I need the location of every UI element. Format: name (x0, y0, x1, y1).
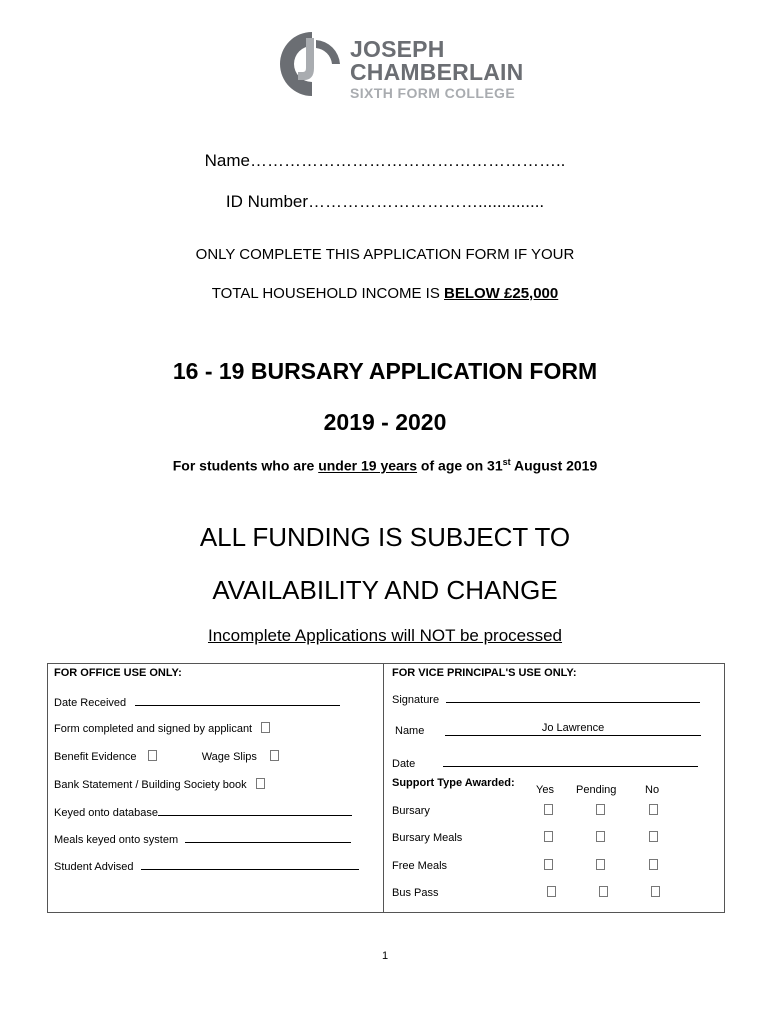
date-received-input[interactable] (135, 695, 340, 706)
eligibility-note (0, 457, 770, 474)
col-pending-header: Pending (576, 784, 617, 796)
college-logo-mark (276, 28, 344, 100)
bank-statement-label: Bank Statement / Building Society book (54, 779, 247, 791)
funding-notice-line-1: ALL FUNDING IS SUBJECT TO (199, 522, 571, 552)
date-received-label: Date Received (54, 697, 127, 709)
signature-row (392, 692, 700, 706)
form-completed-label: Form completed and signed by applicant (54, 723, 253, 735)
bursary-yes-checkbox[interactable] (544, 804, 553, 815)
student-advised-input[interactable] (141, 859, 359, 870)
form-completed-checkbox[interactable] (261, 722, 270, 733)
col-no-header: No (645, 784, 660, 796)
support-type-heading: Support Type Awarded: (392, 777, 515, 789)
form-title: 16 - 19 BURSARY APPLICATION FORM (172, 358, 598, 384)
bursary-meals-pending-checkbox[interactable] (596, 831, 605, 842)
eligibility-suffix: August 2019 (510, 457, 598, 474)
meals-keyed-row (54, 832, 351, 846)
vp-name-label: Name (395, 725, 425, 737)
college-logo-text (350, 38, 523, 100)
free-meals-yes-checkbox[interactable] (544, 859, 553, 870)
vp-date-label: Date (392, 758, 416, 770)
income-notice-line-1: ONLY COMPLETE THIS APPLICATION FORM IF YOUR (195, 246, 575, 263)
vp-name-value: Jo Lawrence (541, 722, 605, 734)
eligibility-sup: st (502, 457, 511, 467)
bank-statement-checkbox[interactable] (256, 778, 265, 789)
bursary-pending-checkbox[interactable] (596, 804, 605, 815)
date-row (392, 756, 698, 770)
evidence-row (54, 750, 279, 763)
income-notice-prefix: TOTAL HOUSEHOLD INCOME IS (211, 285, 445, 302)
support-row-label: Bursary Meals (392, 832, 463, 844)
id-number-field-line[interactable]: ID Number………………………….............. (225, 192, 545, 211)
office-use-heading: FOR OFFICE USE ONLY: (54, 667, 182, 679)
logo-line-2: CHAMBERLAIN (350, 59, 524, 85)
table-column-divider (383, 663, 384, 913)
form-year: 2019 - 2020 (323, 409, 447, 435)
keyed-database-input[interactable] (158, 805, 352, 816)
name-field-line[interactable]: Name……………………………………………….. (204, 151, 566, 170)
vp-use-heading: FOR VICE PRINCIPAL'S USE ONLY: (392, 667, 577, 679)
free-meals-pending-checkbox[interactable] (596, 859, 605, 870)
bus-pass-yes-checkbox[interactable] (547, 886, 556, 897)
col-yes-header: Yes (536, 784, 554, 796)
signature-input[interactable] (446, 692, 700, 703)
support-row-label: Free Meals (392, 860, 448, 872)
bank-statement-row (54, 778, 265, 791)
bus-pass-pending-checkbox[interactable] (599, 886, 608, 897)
wage-slips-checkbox[interactable] (270, 750, 279, 761)
student-advised-label: Student Advised (54, 861, 134, 873)
date-received-row (54, 695, 340, 709)
page-number: 1 (381, 950, 389, 962)
meals-keyed-label: Meals keyed onto system (54, 834, 179, 846)
vp-name-input[interactable] (445, 735, 701, 736)
benefit-evidence-checkbox[interactable] (148, 750, 157, 761)
eligibility-prefix: For students who are (172, 457, 319, 474)
logo-line-1: JOSEPH (350, 36, 445, 62)
income-notice-line-2 (0, 285, 770, 302)
benefit-evidence-label: Benefit Evidence (54, 751, 137, 763)
bursary-meals-no-checkbox[interactable] (649, 831, 658, 842)
bursary-meals-yes-checkbox[interactable] (544, 831, 553, 842)
meals-keyed-input[interactable] (185, 832, 351, 843)
logo-line-3: SIXTH FORM COLLEGE (350, 85, 516, 101)
free-meals-no-checkbox[interactable] (649, 859, 658, 870)
keyed-database-label: Keyed onto database (54, 807, 158, 819)
bus-pass-no-checkbox[interactable] (651, 886, 660, 897)
support-row-label: Bus Pass (392, 887, 439, 899)
eligibility-mid: of age on 31 (417, 457, 503, 474)
support-row-label: Bursary (392, 805, 430, 817)
eligibility-age: under 19 years (318, 457, 418, 474)
funding-notice-line-2: AVAILABILITY AND CHANGE (212, 575, 558, 605)
vp-date-input[interactable] (443, 756, 698, 767)
keyed-database-row (54, 805, 352, 819)
incomplete-warning: Incomplete Applications will NOT be processed (207, 626, 563, 645)
bursary-no-checkbox[interactable] (649, 804, 658, 815)
signature-label: Signature (392, 694, 440, 706)
income-threshold: BELOW £25,000 (444, 285, 559, 302)
wage-slips-label: Wage Slips (201, 751, 257, 763)
student-advised-row (54, 859, 359, 873)
form-completed-row (54, 722, 270, 735)
